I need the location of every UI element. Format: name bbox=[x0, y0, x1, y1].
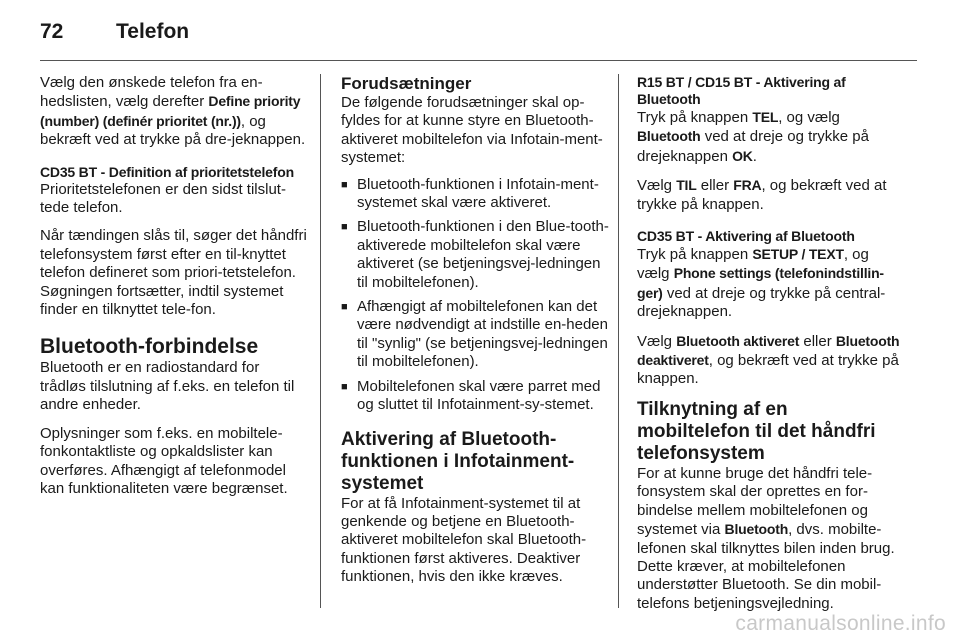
define-priority-option: Define priority (number) (definér prioritet (nr.)) bbox=[40, 93, 301, 129]
cd35-definition-heading: CD35 BT - Definition af prioritetstelefon bbox=[40, 163, 294, 180]
column-3 bbox=[637, 74, 905, 623]
prerequisites-heading: Forudsætninger bbox=[341, 74, 472, 93]
column-divider-1 bbox=[320, 74, 321, 608]
page-title: Telefon bbox=[116, 20, 190, 43]
activation-heading: Aktivering af Bluetooth-funktionen i Infotainment-systemet bbox=[341, 428, 575, 494]
pairing-heading: Tilknytning af en mobiltelefon til det håndfri telefonsystem bbox=[637, 398, 876, 464]
cd35-definition-block bbox=[40, 164, 308, 181]
activation-text: For at få Infotainment-systemet til at genkende og betjene en Bluetooth-aktiveret mobiltelefon skal Bluetooth-funktionen først aktiveres. Deaktiver funktionen, hvis den ikke kræves. bbox=[341, 494, 587, 586]
bluetooth-text-2: Oplysninger som f.eks. en mobiltele-fonkontaktliste og opkaldslister kan overføres. Afhængigt af telefonmodel kan funktionaliteten være begrænset. bbox=[40, 424, 288, 497]
column-2 bbox=[341, 74, 609, 587]
column-divider-2 bbox=[618, 74, 619, 608]
page-number: 72 bbox=[40, 20, 64, 43]
page-header bbox=[0, 0, 960, 64]
prerequisites-list bbox=[341, 176, 609, 415]
header-rule bbox=[40, 60, 917, 61]
list-item: ■ Bluetooth-funktionen i Infotain-ment-systemet skal være aktiveret. bbox=[341, 176, 609, 213]
column-1 bbox=[40, 74, 308, 508]
cd35-activation-heading: CD35 BT - Aktivering af Bluetooth bbox=[637, 228, 855, 245]
pairing-text: For at kunne bruge det håndfri tele-fonsystem skal der oprettes en for-bindelse mellem mobiltelefonen og systemet via Bluetooth, dvs. mobilte-lefonen skal tilknyttes bilen inden brug. Dette kræver, at mobiltelefonen understøtter Bluetooth. Se din mobil-telefons betjeningsvejledning. bbox=[637, 464, 895, 612]
bluetooth-connection-heading: Bluetooth-forbindelse bbox=[40, 335, 259, 359]
cd35-text-1: Prioritetstelefonen er den sidst tilslut-tede telefon. bbox=[40, 180, 286, 217]
prerequisites-text: De følgende forudsætninger skal op-fyldes for at kunne styre en Bluetooth-aktiveret mobiltelefon via Infotain-ment-systemet: bbox=[341, 94, 603, 167]
list-item: ■ Mobiltelefonen skal være parret med og sluttet til Infotainment-sy-stemet. bbox=[341, 378, 609, 415]
r15-paragraph-2: Vælg TIL eller FRA, og bekræft ved at trykke på knappen. bbox=[637, 177, 887, 213]
cd35-paragraph-2: Vælg Bluetooth aktiveret eller Bluetooth deaktiveret, og bekræft ved at trykke på knappen. bbox=[637, 332, 900, 388]
list-item: ■ Bluetooth-funktionen i den Blue-tooth-aktiverede mobiltelefon skal være aktiveret (se betjeningsvej-ledningen til mobiltelefonen). bbox=[341, 218, 609, 292]
intro-paragraph: Vælg den ønskede telefon fra en-hedslisten, vælg derefter Define priority (number) (definér prioritet (nr.)), og bekræft ved at trykke på dre-jeknappen. bbox=[40, 74, 306, 149]
r15-paragraph-1: Tryk på knappen TEL, og vælg Bluetooth ved at dreje og trykke på drejeknappen OK. bbox=[637, 109, 869, 165]
watermark: carmanualsonline.info bbox=[735, 612, 946, 635]
bluetooth-text-1: Bluetooth er en radiostandard for trådløs tilslutning af f.eks. en telefon til andre enheder. bbox=[40, 359, 295, 414]
cd35-paragraph-1: Tryk på knappen SETUP / TEXT, og vælg Phone settings (telefonindstillin-ger) ved at dreje og trykke på central-drejeknappen. bbox=[637, 246, 886, 321]
cd35-text-2: Når tændingen slås til, søger det håndfri telefonsystem først efter en til-knyttet telefon defineret som priori-tetstelefon. Søgningen fortsætter, indtil systemet finder en tilknyttet tele-fon. bbox=[40, 227, 307, 319]
list-item: ■ Afhængigt af mobiltelefonen kan det være nødvendigt at indstille en-heden til "synlig" (se betjeningsvej-ledningen til mobiltelefonen). bbox=[341, 298, 609, 372]
r15-heading: R15 BT / CD15 BT - Aktivering af Bluetooth bbox=[637, 74, 846, 107]
